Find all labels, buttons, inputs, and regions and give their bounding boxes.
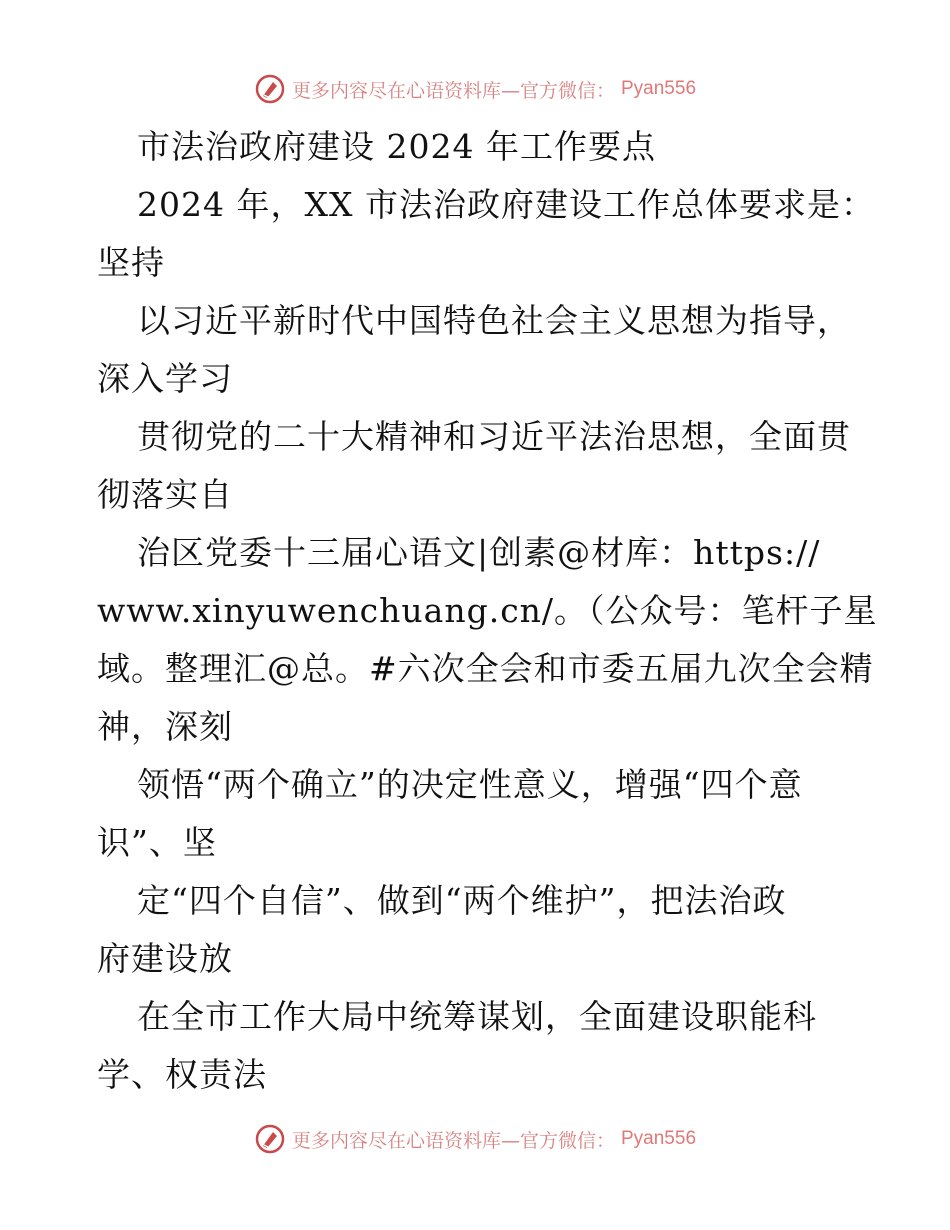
paragraph-line: www.xinyuwenchuang.cn/。（公众号：笔杆子星: [97, 591, 878, 630]
paragraph-line: 深入学习: [97, 359, 233, 398]
paragraph-line: 府建设放: [97, 939, 233, 978]
pen-nib-seal-icon: [254, 1123, 286, 1155]
paragraph-line: 以习近平新时代中国特色社会主义思想为指导，: [137, 301, 851, 340]
paragraph-line: 神，深刻: [97, 707, 233, 746]
document-body: [97, 118, 878, 1104]
paragraph-line: 在全市工作大局中统筹谋划，全面建设职能科: [137, 997, 817, 1036]
paragraph-line: 坚持: [97, 243, 165, 282]
pen-nib-seal-icon: [254, 73, 286, 105]
header-banner-text: 更多内容尽在心语资料库—官方微信：: [291, 79, 615, 102]
paragraph-line: 识”、坚: [97, 823, 217, 862]
paragraph-line: 学、权责法: [97, 1055, 267, 1094]
paragraph-line: 定“四个自信”、做到“两个维护”，把法治政: [137, 881, 787, 920]
paragraph-line: 治区党委十三届心语文|创素@材库：https://: [137, 533, 821, 572]
footer-banner-text: 更多内容尽在心语资料库—官方微信：: [291, 1129, 615, 1152]
document-title: 市法治政府建设 2024 年工作要点: [137, 127, 656, 166]
header-banner: [0, 73, 950, 105]
footer-wechat-id: Pyan556: [621, 1128, 697, 1149]
header-wechat-id: Pyan556: [621, 78, 697, 99]
paragraph-line: 2024 年，XX 市法治政府建设工作总体要求是：: [137, 185, 875, 224]
paragraph-line: 域。整理汇@总。#六次全会和市委五届九次全会精: [97, 649, 874, 688]
paragraph-line: 领悟“两个确立”的决定性意义，增强“四个意: [137, 765, 803, 804]
paragraph-line: 贯彻党的二十大精神和习近平法治思想，全面贯: [137, 417, 851, 456]
paragraph-line: 彻落实自: [97, 475, 233, 514]
footer-banner: [0, 1123, 950, 1155]
